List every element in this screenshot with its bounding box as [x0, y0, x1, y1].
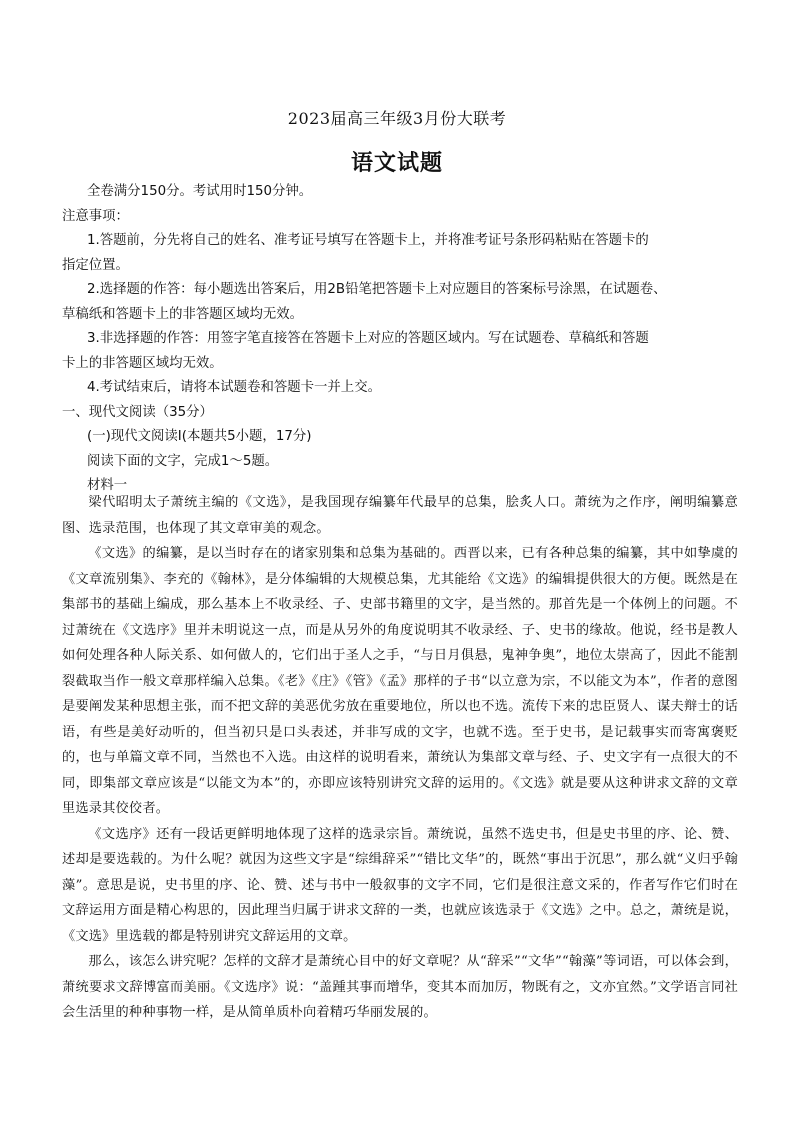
instructions-block	[62, 180, 738, 499]
notice-item-4: 4.考试结束后，请将本试题卷和答题卡一并上交。	[87, 380, 381, 395]
notice-item-1-continued: 指定位置。	[62, 257, 129, 273]
exam-title: 2023届高三年级3月份大联考	[287, 109, 507, 128]
passage-paragraph-3: 《文选序》还有一段话更鲜明地体现了这样的选录宗旨。萧统说，虽然不选史书，但是史书里的序、论、赞、述却是要选载的。为什么呢？就因为这些文字是“综缉辞采”“错比文华”的，既然“事出于沉思”，那么就“义归乎翰藻”。意思是说，史书里的序、论、赞、述与书中一般叙事的文字不同，它们是很注意文采的，作者写作它们时在文辞运用方面是精心构思的，因此理当归属于讲求文辞的一类，也就应该选录于《文选》之中。总之，萧统是说，《文选》里选载的都是特别讲究文辞运用的文章。	[62, 826, 738, 944]
section-directive: 阅读下面的文字，完成1～5题。	[87, 453, 279, 469]
notice-item-2-continued: 草稿纸和答题卡上的非答题区域均无效。	[62, 306, 304, 322]
passage-paragraph-1: 梁代昭明太子萧统主编的《文选》，是我国现存编纂年代最早的总集，脍炙人口。萧统为之作序，阐明编纂意图、选录范围，也体现了其文章审美的观念。	[62, 495, 738, 536]
notice-item-3-continued: 卡上的非答题区域均无效。	[62, 355, 223, 371]
passage-paragraph-4: 那么，该怎么讲究呢？怎样的文辞才是萧统心目中的好文章呢？从“辞采”“文华”“翰藻”等词语，可以体会到，萧统要求文辞博富而美丽。《文选序》说：“盖踵其事而增华，变其本而加厉，物既有之，文亦宜然。”文学语言同社会生活里的种种事物一样，是从简单质朴向着精巧华丽发展的。	[62, 954, 738, 1020]
notice-item-3: 3.非选择题的作答：用签字笔直接答在答题卡上对应的答题区域内。写在试题卷、草稿纸和答题	[87, 331, 649, 346]
section-sub-heading: (一)现代文阅读Ⅰ(本题共5小题，17分)	[87, 429, 312, 444]
notice-item-1: 1.答题前，分先将自己的姓名、准考证号填写在答题卡上，并将准考证号条形码粘贴在答题卡的	[87, 233, 649, 248]
reading-passage	[62, 490, 738, 1026]
subject-title: 语文试题	[350, 151, 443, 176]
material-label: 材料一	[87, 478, 128, 493]
score-line: 全卷满分150分。考试用时150分钟。	[87, 184, 313, 199]
notice-heading: 注意事项：	[62, 208, 129, 224]
notice-item-2: 2.选择题的作答：每小题选出答案后，用2B铅笔把答题卡上对应题目的答案标号涂黑，在试题卷、	[87, 282, 667, 297]
section-heading: 一、现代文阅读（35分）	[62, 404, 213, 420]
passage-paragraph-2: 《文选》的编纂，是以当时存在的诸家别集和总集为基础的。西晋以来，已有各种总集的编纂，其中如挚虞的《文章流别集》、李充的《翰林》，是分体编辑的大规模总集，尤其能给《文选》的编辑提供很大的方便。既然是在集部书的基础上编成，那么基本上不收录经、子、史部书籍里的文字，是当然的。那首先是一个体例上的问题。不过萧统在《文选序》里并未明说这一点，而是从另外的角度说明其不收录经、子、史书的缘故。他说，经书是教人如何处理各种人际关系、如何做人的，它们出于圣人之手，“与日月俱悬，鬼神争奥”，地位太崇高了，因此不能割裂截取当作一般文章那样编入总集。《老》《庄》《管》《孟》那样的子书“以立意为宗，不以能文为本”，作者的意图是要阐发某种思想主张，而不把文辞的美恶优劣放在重要地位，所以也不选。流传下来的忠臣贤人、谋夫辩士的话语，有些是美好动听的，但当初只是口头表述，并非写成的文字，也就不选。至于史书，是记载事实而寄寓褒贬的，也与单篇文章不同，当然也不入选。由这样的说明看来，萧统认为集部文章与经、子、史文字有一点很大的不同，即集部文章应该是“以能文为本”的，亦即应该特别讲究文辞的运用的。《文选》就是要从这种讲求文辞的文章里选录其佼佼者。	[62, 546, 738, 816]
